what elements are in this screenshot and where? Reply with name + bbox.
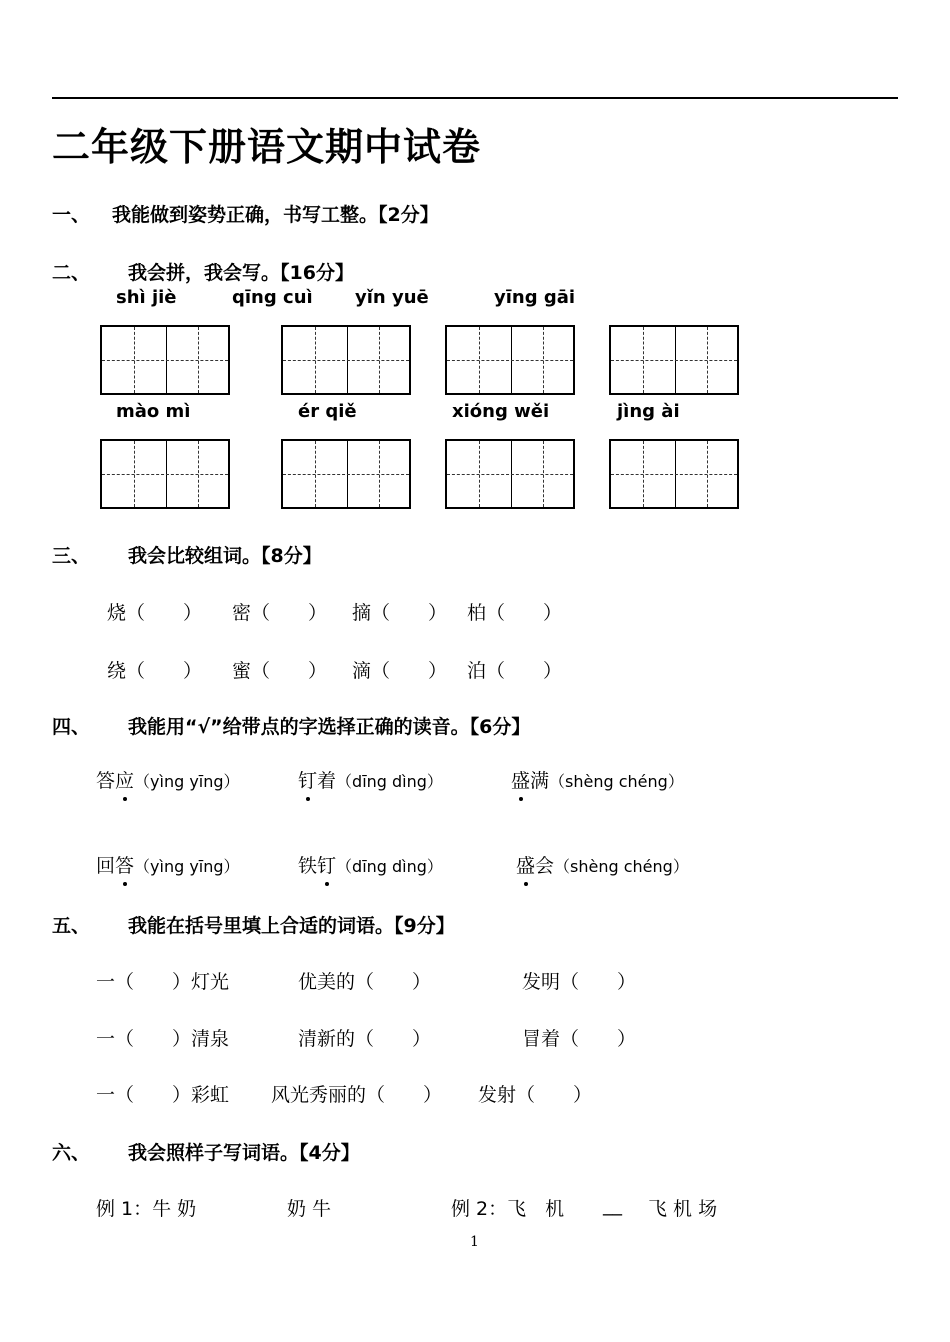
section-2	[52, 258, 852, 284]
pinyin-label: ér qiě	[298, 401, 357, 422]
section-6	[52, 1138, 852, 1164]
writing-grid[interactable]	[281, 325, 411, 395]
dotted-char: 答	[115, 851, 134, 878]
pinyin-label: yǐn yuē	[355, 287, 429, 308]
pinyin-options[interactable]: （dīng dìng）	[336, 772, 443, 791]
writing-grid[interactable]	[100, 325, 230, 395]
pinyin-options[interactable]: （dīng dìng）	[336, 857, 443, 876]
fill-item[interactable]: 清新的（ ）	[298, 1028, 432, 1050]
section-heading: 我能在括号里填上合适的词语。【9分】	[128, 915, 455, 937]
example-2-blank: __	[603, 1194, 622, 1216]
section-number: 二、	[52, 262, 91, 284]
section-heading: 我会拼，我会写。【16分】	[128, 262, 354, 284]
fill-item[interactable]: 冒着（ ）	[522, 1028, 637, 1050]
pinyin-options[interactable]: （shèng chéng）	[554, 857, 689, 876]
compare-item[interactable]: 绕（ ）	[107, 660, 203, 682]
pinyin-options[interactable]: （shèng chéng）	[549, 772, 684, 791]
fill-item[interactable]: 一（ ）彩虹	[96, 1084, 230, 1106]
dotted-char: 应	[115, 766, 134, 793]
compare-item[interactable]: 泊（ ）	[467, 660, 563, 682]
section-heading: 我能做到姿势正确，书写工整。【2分】	[112, 204, 439, 226]
compare-item[interactable]: 烧（ ）	[107, 602, 203, 624]
dotted-char: 钉	[317, 851, 336, 878]
char: 回	[96, 855, 116, 877]
char: 会	[535, 855, 555, 877]
fill-item[interactable]: 一（ ）灯光	[96, 971, 230, 993]
reading-item[interactable]	[298, 766, 443, 793]
section-1	[52, 200, 852, 226]
section-number: 三、	[52, 545, 91, 567]
page-number: 1	[470, 1234, 479, 1250]
reading-item[interactable]	[516, 851, 689, 878]
writing-grid[interactable]	[281, 439, 411, 509]
compare-item[interactable]: 蜜（ ）	[232, 660, 328, 682]
reading-item[interactable]	[298, 851, 443, 878]
fill-item[interactable]: 发明（ ）	[522, 971, 637, 993]
example-2-answer: 飞 机 场	[648, 1198, 718, 1220]
dotted-char: 盛	[511, 766, 530, 793]
compare-item[interactable]: 柏（ ）	[467, 602, 563, 624]
writing-grid[interactable]	[100, 439, 230, 509]
writing-grid[interactable]	[445, 325, 575, 395]
fill-item[interactable]: 风光秀丽的（ ）	[271, 1084, 443, 1106]
pinyin-options[interactable]: （yìng yīng）	[134, 857, 240, 876]
example-1-answer: 奶 牛	[287, 1198, 332, 1220]
example-1-label: 例 1：牛 奶	[96, 1198, 197, 1220]
fill-item[interactable]: 优美的（ ）	[298, 971, 432, 993]
section-heading: 我会比较组词。【8分】	[128, 545, 322, 567]
pinyin-label: yīng gāi	[494, 287, 576, 308]
reading-item[interactable]	[511, 766, 684, 793]
section-4	[52, 712, 902, 738]
header-rule	[52, 97, 898, 99]
section-3	[52, 541, 852, 567]
pinyin-label: mào mì	[116, 401, 191, 422]
fill-item[interactable]: 发射（ ）	[478, 1084, 593, 1106]
char: 答	[96, 770, 116, 792]
reading-item[interactable]	[96, 851, 240, 878]
writing-grid[interactable]	[445, 439, 575, 509]
section-heading: 我会照样子写词语。【4分】	[128, 1142, 360, 1164]
compare-item[interactable]: 滴（ ）	[352, 660, 448, 682]
section-heading: 我能用“√”给带点的字选择正确的读音。【6分】	[128, 716, 531, 738]
dotted-char: 盛	[516, 851, 535, 878]
compare-item[interactable]: 摘（ ）	[352, 602, 448, 624]
reading-item[interactable]	[96, 766, 240, 793]
section-number: 六、	[52, 1142, 91, 1164]
pinyin-options[interactable]: （yìng yīng）	[134, 772, 240, 791]
page-title: 二年级下册语文期中试卷	[52, 125, 482, 169]
example-2-label: 例 2：飞 机	[451, 1198, 565, 1220]
fill-item[interactable]: 一（ ）清泉	[96, 1028, 230, 1050]
section-number: 四、	[52, 716, 91, 738]
pinyin-label: jìng ài	[617, 401, 680, 422]
writing-grid[interactable]	[609, 439, 739, 509]
char: 着	[317, 770, 337, 792]
char: 铁	[298, 855, 318, 877]
pinyin-label: qīng cuì	[232, 287, 313, 308]
compare-item[interactable]: 密（ ）	[232, 602, 328, 624]
dotted-char: 钉	[298, 766, 317, 793]
pinyin-label: xióng wěi	[452, 401, 550, 422]
section-5	[52, 911, 852, 937]
pinyin-label: shì jiè	[116, 287, 177, 308]
char: 满	[530, 770, 550, 792]
section-number: 五、	[52, 915, 91, 937]
writing-grid[interactable]	[609, 325, 739, 395]
section-number: 一、	[52, 204, 91, 226]
